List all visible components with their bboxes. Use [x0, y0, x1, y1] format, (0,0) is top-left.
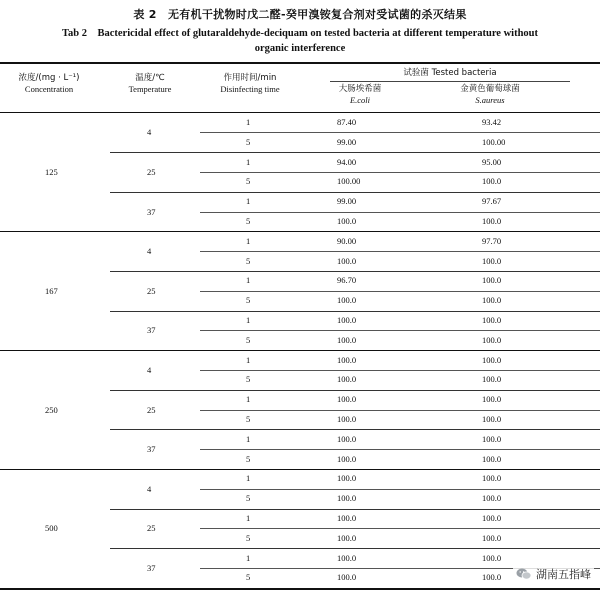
- ecoli-cell: 100.0: [337, 552, 357, 563]
- concentration-cell: 250: [45, 404, 58, 415]
- saureus-cell: 100.0: [482, 176, 502, 187]
- saureus-cell: 100.0: [482, 414, 502, 424]
- time-cell: 5: [246, 572, 251, 583]
- time-cell: 1: [246, 513, 251, 523]
- time-cell: 1: [246, 354, 251, 365]
- time-cell: 5: [246, 136, 251, 147]
- row-divider: [200, 370, 600, 371]
- ecoli-cell: 100.0: [337, 433, 357, 444]
- ecoli-cell: 94.00: [337, 156, 357, 167]
- header-saureus: 金黄色葡萄球菌 S.aureus: [460, 84, 520, 105]
- ecoli-cell: 99.00: [337, 196, 357, 207]
- saureus-cell: 100.0: [482, 493, 502, 504]
- concentration-divider: [0, 350, 600, 351]
- ecoli-cell: 100.0: [337, 572, 357, 583]
- header-tested-bacteria: 试验菌 Tested bacteria: [403, 68, 497, 78]
- saureus-cell: 95.00: [482, 156, 502, 167]
- row-divider: [200, 330, 600, 331]
- time-cell: 5: [246, 453, 251, 464]
- watermark-text: 湖南五指峰: [536, 568, 591, 581]
- ecoli-cell: 90.00: [337, 235, 357, 246]
- ecoli-cell: 87.40: [337, 117, 357, 127]
- ecoli-cell: 100.0: [337, 453, 357, 464]
- time-cell: 5: [246, 374, 251, 385]
- ecoli-cell: 100.00: [337, 176, 361, 187]
- ecoli-cell: 100.0: [337, 354, 357, 365]
- ecoli-cell: 100.0: [337, 374, 357, 385]
- ecoli-cell: 99.00: [337, 136, 357, 147]
- saureus-cell: 100.0: [482, 532, 502, 543]
- saureus-cell: 100.0: [482, 295, 502, 306]
- top-rule: [0, 62, 600, 64]
- time-cell: 1: [246, 235, 251, 246]
- saureus-cell: 100.0: [482, 216, 502, 226]
- ecoli-cell: 100.0: [337, 493, 357, 504]
- temperature-cell: 4: [147, 246, 152, 257]
- saureus-cell: 100.0: [482, 315, 502, 325]
- time-cell: 5: [246, 255, 251, 266]
- concentration-cell: 125: [45, 166, 58, 177]
- temperature-cell: 25: [147, 404, 156, 415]
- temperature-cell: 25: [147, 166, 156, 177]
- header-time: 作用时间/min Disinfecting time: [220, 73, 280, 94]
- concentration-cell: 500: [45, 523, 58, 534]
- ecoli-cell: 100.0: [337, 532, 357, 543]
- time-cell: 5: [246, 295, 251, 306]
- temperature-cell: 4: [147, 483, 152, 494]
- time-cell: 1: [246, 552, 251, 563]
- ecoli-cell: 96.70: [337, 275, 357, 286]
- bottom-rule: [0, 588, 600, 590]
- temperature-cell: 25: [147, 285, 156, 296]
- header-temperature: 温度/℃ Temperature: [128, 73, 172, 94]
- ecoli-cell: 100.0: [337, 295, 357, 306]
- row-divider: [200, 291, 600, 292]
- saureus-cell: 100.0: [482, 513, 502, 523]
- header-bottom-rule: [0, 112, 600, 113]
- saureus-cell: 100.00: [482, 136, 506, 147]
- ecoli-cell: 100.0: [337, 315, 357, 325]
- time-cell: 1: [246, 275, 251, 286]
- saureus-cell: 97.67: [482, 196, 502, 207]
- row-divider: [200, 489, 600, 490]
- time-cell: 5: [246, 216, 251, 226]
- time-cell: 1: [246, 196, 251, 207]
- time-cell: 1: [246, 433, 251, 444]
- row-divider: [200, 212, 600, 213]
- row-divider: [200, 410, 600, 411]
- saureus-cell: 93.42: [482, 117, 502, 127]
- concentration-divider: [0, 469, 600, 470]
- temperature-cell: 37: [147, 325, 156, 336]
- row-divider: [200, 132, 600, 133]
- temperature-cell: 4: [147, 127, 152, 138]
- time-cell: 1: [246, 156, 251, 167]
- ecoli-cell: 100.0: [337, 473, 357, 484]
- saureus-cell: 100.0: [482, 255, 502, 266]
- time-cell: 5: [246, 414, 251, 424]
- temperature-cell: 25: [147, 523, 156, 534]
- saureus-cell: 100.0: [482, 552, 502, 563]
- concentration-cell: 167: [45, 285, 58, 296]
- saureus-cell: 100.0: [482, 453, 502, 464]
- saureus-cell: 100.0: [482, 394, 502, 405]
- temperature-cell: 37: [147, 444, 156, 455]
- table-title-cn: 表 2 无有机干扰物时戊二醛-癸甲溴铵复合剂对受试菌的杀灭结果: [133, 8, 467, 21]
- time-cell: 1: [246, 473, 251, 484]
- time-cell: 1: [246, 315, 251, 325]
- ecoli-cell: 100.0: [337, 216, 357, 226]
- ecoli-cell: 100.0: [337, 255, 357, 266]
- time-cell: 5: [246, 493, 251, 504]
- temperature-cell: 37: [147, 562, 156, 573]
- saureus-cell: 100.0: [482, 572, 502, 583]
- table-title-en: Tab 2 Bactericidal effect of glutaraldehyde-deciquam on tested bacteria at different temperature without organic interference: [61, 28, 539, 54]
- ecoli-cell: 100.0: [337, 513, 357, 523]
- saureus-cell: 100.0: [482, 433, 502, 444]
- temperature-cell: 37: [147, 206, 156, 217]
- time-cell: 1: [246, 117, 251, 127]
- row-divider: [200, 172, 600, 173]
- row-divider: [200, 528, 600, 529]
- saureus-cell: 100.0: [482, 275, 502, 286]
- saureus-cell: 100.0: [482, 334, 502, 345]
- ecoli-cell: 100.0: [337, 334, 357, 345]
- saureus-cell: 97.70: [482, 235, 502, 246]
- temperature-cell: 4: [147, 364, 152, 375]
- header-ecoli: 大肠埃希菌 E.coli: [338, 84, 382, 105]
- time-cell: 1: [246, 394, 251, 405]
- time-cell: 5: [246, 532, 251, 543]
- concentration-divider: [0, 231, 600, 232]
- saureus-cell: 100.0: [482, 354, 502, 365]
- header-sub-rule: [330, 81, 570, 82]
- header-concentration: 浓度/(mg · L⁻¹) Concentration: [18, 73, 80, 94]
- ecoli-cell: 100.0: [337, 394, 357, 405]
- saureus-cell: 100.0: [482, 473, 502, 484]
- time-cell: 5: [246, 176, 251, 187]
- watermark: [513, 565, 594, 583]
- time-cell: 5: [246, 334, 251, 345]
- row-divider: [200, 251, 600, 252]
- ecoli-cell: 100.0: [337, 414, 357, 424]
- row-divider: [200, 449, 600, 450]
- wechat-icon: [516, 567, 532, 581]
- saureus-cell: 100.0: [482, 374, 502, 385]
